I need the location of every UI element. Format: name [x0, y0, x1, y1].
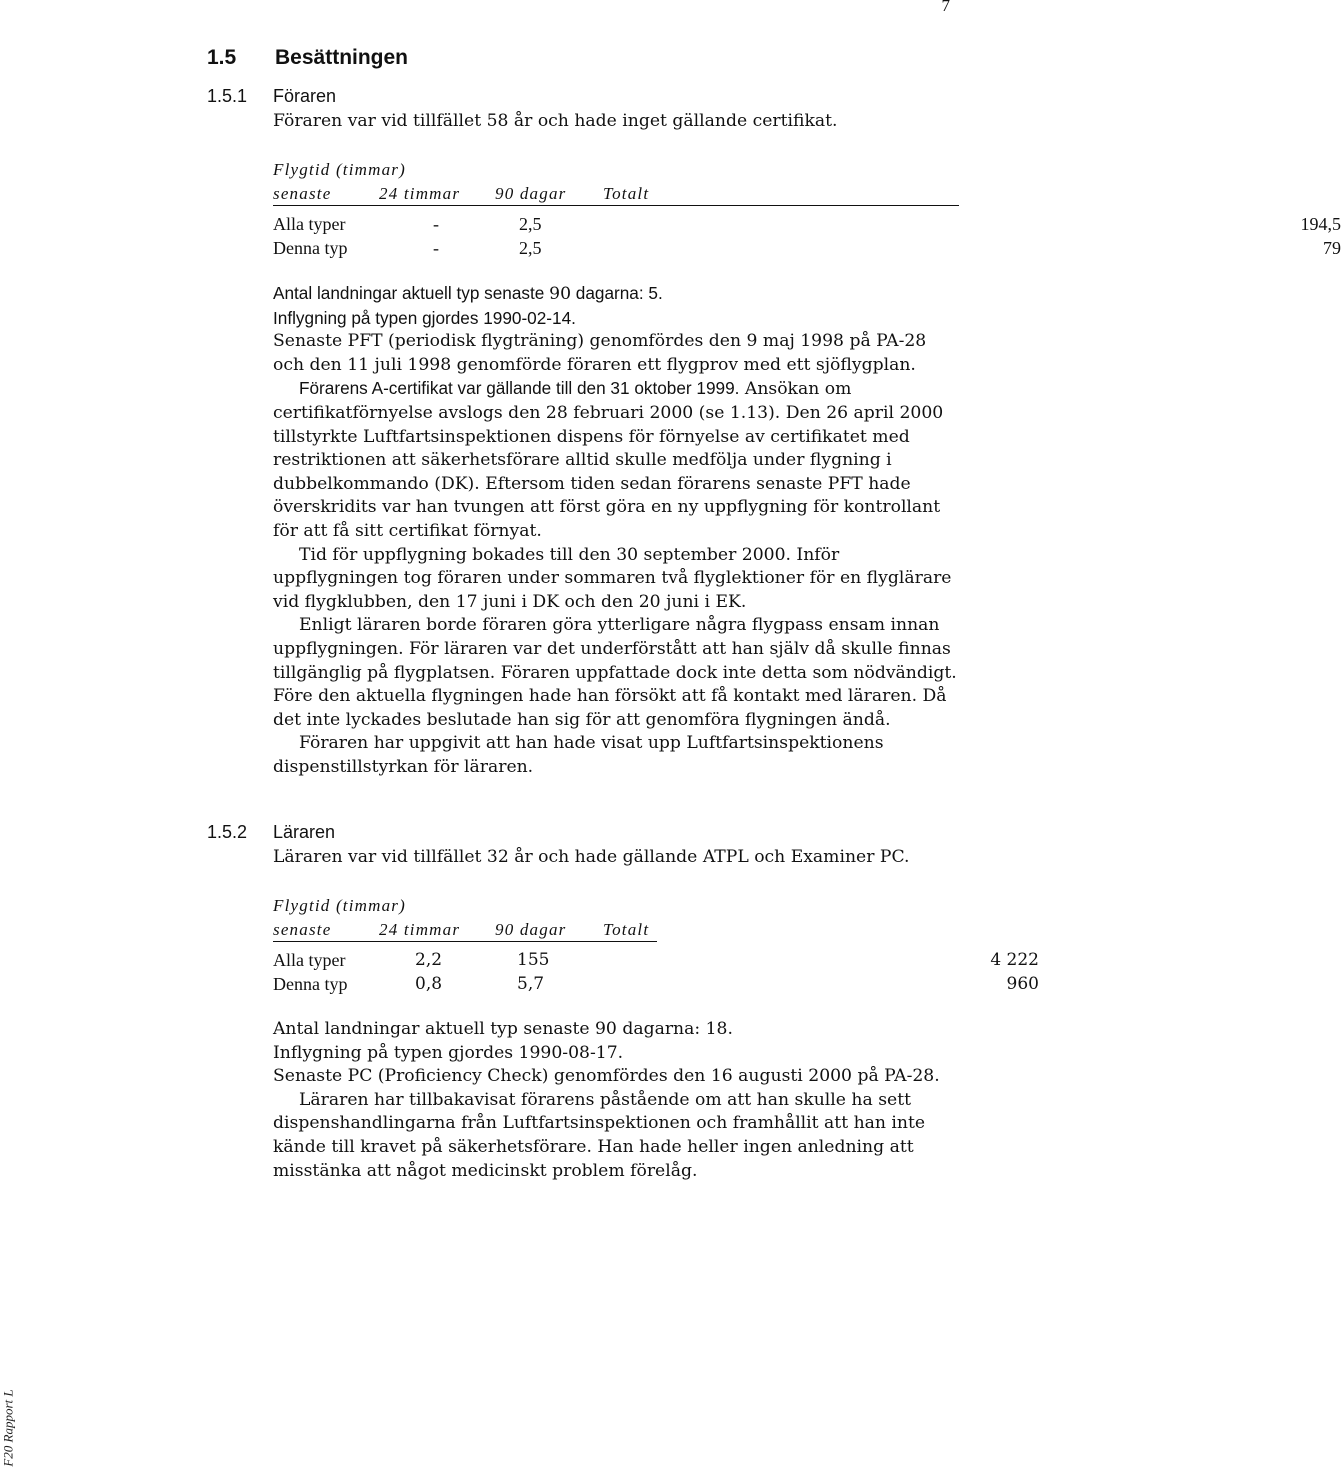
table-header: 90 dagar: [495, 184, 567, 203]
cell-total: 4 222: [990, 950, 1039, 970]
subsection-number: 1.5.1: [207, 86, 248, 106]
pilot-teacher-advice: Enligt läraren borde föraren göra ytterligare några flygpass ensam innan uppflygningen. För läraren var det underförstått att han själv då skulle finnas tillgänglig på flygplatsen. Föraren uppfattade dock inte detta som nödvändigt. Före den aktuella flygningen hade han försökt att få kontakt med läraren. Då det inte lyckades beslutade han sig för att genomföra flygningen ändå.: [273, 615, 957, 730]
cell-total: 960: [1006, 974, 1039, 994]
table-header-row: [273, 918, 657, 942]
pilot-pft: Senaste PFT (periodisk flygträning) genomfördes den 9 maj 1998 på PA-28 och den 11 juli 1998 genomförde föraren ett flygprov med ett sjöflygplan.: [273, 331, 927, 375]
table-header: 24 timmar: [379, 920, 461, 939]
table-row: [273, 212, 1341, 236]
pilot-details-block: [273, 282, 959, 779]
table-row: [273, 972, 1039, 996]
pilot-shown-permit: Föraren har uppgivit att han hade visat upp Luftfartsinspektionens dispenstillstyrkan för läraren.: [273, 733, 884, 777]
table-caption: Flygtid (timmar): [273, 896, 406, 915]
subsection-number: 1.5.2: [207, 822, 248, 842]
side-label: F20 Rapport L: [0, 1389, 16, 1467]
section-number: 1.5: [207, 46, 237, 69]
table-caption: Flygtid (timmar): [273, 160, 406, 179]
cell-24h: 2,2: [415, 950, 443, 970]
instructor-pc: Senaste PC (Proficiency Check) genomfördes den 16 augusti 2000 på PA-28.: [273, 1066, 940, 1087]
subsection-heading-pilot: [207, 86, 336, 107]
pilot-landings: Antal landningar aktuell typ senaste 90 dagarna: 5.: [273, 283, 663, 304]
cell-90d: 5,7: [517, 974, 545, 994]
instructor-details-block: [273, 1018, 959, 1183]
instructor-intro: Läraren var vid tillfället 32 år och hade gällande ATPL och Examiner PC.: [273, 847, 910, 867]
table-header: 90 dagar: [495, 920, 567, 939]
instructor-flight-time-table: [273, 894, 1039, 996]
row-label: Denna typ: [273, 974, 348, 994]
cell-24h: -: [433, 238, 439, 258]
pilot-booking: Tid för uppflygning bokades till den 30 september 2000. Inför uppflygningen tog föraren under sommaren två flyglektioner för en flyglärare vid flygklubben, den 17 juni i DK och den 20 juni i EK.: [273, 544, 952, 612]
pilot-inflight: Inflygning på typen gjordes 1990-02-14.: [273, 307, 576, 328]
cell-90d: 2,5: [519, 238, 542, 258]
instructor-landings: Antal landningar aktuell typ senaste 90 dagarna: 18.: [273, 1019, 733, 1039]
table-header: senaste: [273, 184, 332, 203]
table-header: 24 timmar: [379, 184, 461, 203]
subsection-title: Läraren: [273, 822, 336, 842]
section-heading: [207, 46, 408, 70]
section-title: Besättningen: [275, 46, 409, 69]
cell-90d: 2,5: [519, 214, 542, 234]
row-label: Alla typer: [273, 950, 346, 970]
cell-24h: -: [433, 214, 439, 234]
row-label: Denna typ: [273, 238, 348, 258]
pilot-certificate: Förarens A-certifikat var gällande till den 31 oktober 1999. Ansökan om certifikatförnyelse avslogs den 28 februari 2000 (se 1.13). Den 26 april 2000 tillstyrkte Luftfartsinspektionen dispens för förnyelse av certifikatet med restriktionen att säkerhetsförare alltid skulle medfölja under flygning i dubbelkommando (DK). Eftersom tiden sedan förarens senaste PFT hade överskridits var han tvungen att först göra en ny uppflygning för kontrollant för att få sitt certifikat förnyat.: [273, 378, 944, 541]
pilot-flight-time-table: [273, 158, 1341, 260]
cell-90d: 155: [517, 950, 550, 970]
subsection-heading-instructor: [207, 822, 335, 843]
subsection-title: Föraren: [273, 86, 337, 106]
page-number: 7: [941, 0, 950, 15]
instructor-denial: Läraren har tillbakavisat förarens påstående om att han skulle ha sett dispenshandlingarna från Luftfartsinspektionen och framhållit att han inte kände till kravet på säkerhetsförare. Han hade heller ingen anledning att misstänka att något medicinskt problem förelåg.: [273, 1089, 926, 1181]
cell-24h: 0,8: [415, 974, 443, 994]
pilot-intro: Föraren var vid tillfället 58 år och hade inget gällande certifikat.: [273, 111, 838, 131]
table-row: [273, 948, 1039, 972]
table-header: senaste: [273, 920, 332, 939]
table-header: Totalt: [603, 920, 650, 939]
table-header-row: [273, 182, 959, 206]
cell-total: 79: [1323, 238, 1341, 258]
row-label: Alla typer: [273, 214, 346, 234]
pilot-intro-block: [273, 110, 959, 134]
instructor-intro-block: [273, 846, 959, 870]
table-header: Totalt: [603, 184, 650, 203]
table-row: [273, 236, 1341, 260]
cell-total: 194,5: [1300, 214, 1341, 234]
instructor-inflight: Inflygning på typen gjordes 1990-08-17.: [273, 1042, 624, 1063]
